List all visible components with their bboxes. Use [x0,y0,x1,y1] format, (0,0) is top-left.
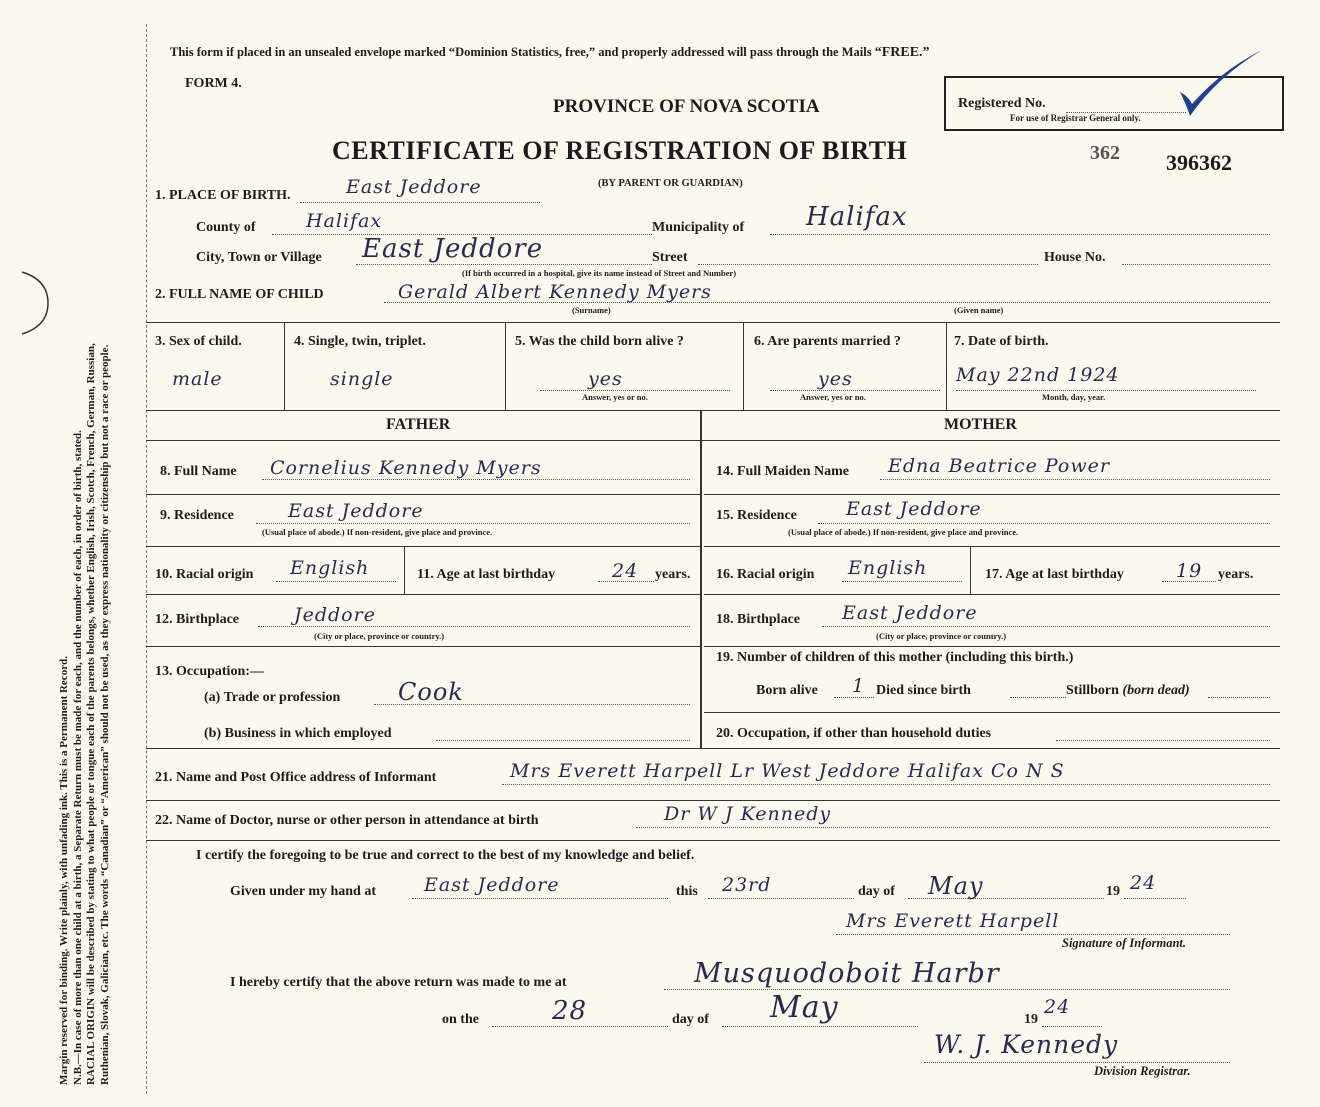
mother-racial-label: 16. Racial origin [716,567,815,582]
rule-father-residence [146,546,700,547]
page-title: CERTIFICATE OF REGISTRATION OF BIRTH [332,136,908,165]
informant-signature: Mrs Everett Harpell [846,910,1060,932]
municipality-label: Municipality of [652,220,745,235]
received-day-of-label: day of [672,1012,709,1027]
city-line [356,264,652,265]
trade-value: Cook [398,678,464,706]
mother-birthplace-line [822,626,1270,627]
rule-mother-residence [704,546,1280,547]
father-racial-label: 10. Racial origin [155,567,254,582]
mother-residence-value: East Jeddore [846,498,982,520]
margin-line-2: N.B.—In case of more than one child at a birth, a Separate Return must be made for each, and the number of each, in order of birth, stated. [71,430,84,1085]
street-line [698,264,1038,265]
certify-statement: I certify the foregoing to be true and correct to the best of my knowledge and belief. [196,848,695,863]
given-under-label: Given under my hand at [230,884,376,899]
rule-father-birthplace [146,646,700,647]
rule-children-count [704,712,1280,713]
house-line [1122,264,1270,265]
informant-label: 21. Name and Post Office address of Informant [155,770,437,785]
received-year-prefix: 19 [1024,1012,1038,1027]
received-at-value: Musquodoboit Harbr [694,958,1000,989]
father-birthplace-label: 12. Birthplace [155,612,239,627]
father-mother-divider [700,410,705,748]
received-day-line [492,1026,668,1027]
received-at-line [664,989,1230,990]
born-alive-value: yes [588,368,623,390]
place-of-birth-label: 1. PLACE OF BIRTH. [155,188,291,203]
checkmark-icon [1176,48,1266,120]
father-age-value: 24 [612,560,639,582]
received-year-line [1042,1026,1102,1027]
registration-stamp-number: 396362 [1166,150,1232,175]
mail-note [170,45,930,61]
given-day-value: 23rd [722,874,772,896]
margin-line-4: Ruthenian, Slovak, Galician, etc. The words “Canadian” or “American” should not be used, as they express nationality or citizenship but not a race or people. [98,344,111,1085]
mother-usual-abode-note [788,527,1018,537]
mother-header: MOTHER [944,416,1017,433]
mother-age-value: 19 [1176,560,1203,582]
margin-instructions [58,45,112,1085]
mother-occupation-line [1056,740,1270,741]
rule-father-name [146,494,700,495]
divider-10-11 [404,546,405,594]
mother-occupation-label: 20. Occupation, if other than household duties [716,726,992,741]
mother-name-line [880,479,1270,480]
plurality-label: 4. Single, twin, triplet. [294,334,426,349]
father-years-label: years. [655,567,691,582]
divider-4-5 [505,322,506,410]
business-line [436,740,690,741]
by-parent-note: (BY PARENT OR GUARDIAN) [598,178,743,189]
parents-married-line [770,390,940,391]
born-alive-line [540,390,730,391]
mother-city-place-note: (City or place, province or country.) [876,631,1007,641]
father-name-line [262,479,690,480]
city-label: City, Town or Village [196,250,322,265]
form-number: FORM 4. [185,76,242,91]
stillborn-line [1208,697,1270,698]
mail-note-free: “FREE.” [874,45,930,60]
margin-rule [146,24,147,1094]
born-alive-answer-note: Answer, yes or no. [582,392,648,402]
mother-birthplace-value: East Jeddore [842,602,978,624]
doctor-value: Dr W J Kennedy [664,803,832,825]
mother-residence-label: 15. Residence [716,508,797,523]
month-day-year-note: Month, day, year. [1042,392,1106,402]
house-label: House No. [1044,250,1106,265]
surname-note: (Surname) [572,305,611,315]
died-since-label: Died since birth [876,683,971,698]
father-residence-label: 9. Residence [160,508,234,523]
child-name-value: Gerald Albert Kennedy Myers [398,281,712,303]
father-residence-value: East Jeddore [288,500,424,522]
father-header: FATHER [386,416,451,433]
day-of-label: day of [858,884,895,899]
margin-line-3: RACIAL ORIGIN will be described by stating to what people or tongue each of the parents belongs, whether English, Irish, Scotch, French, German, Russian, [85,343,97,1085]
father-racial-line [276,581,396,582]
father-usual-abode-text: (Usual place of abode.) [262,527,345,537]
on-the-label: on the [442,1012,479,1027]
rule-mother-birthplace [704,646,1280,647]
parents-married-label: 6. Are parents married ? [754,334,901,349]
divider-5-6 [743,322,744,410]
father-non-resident-text: If non-resident, give place and province. [346,527,493,537]
date-of-birth-value: May 22nd 1924 [956,364,1120,386]
father-name-label: 8. Full Name [160,464,237,479]
father-birthplace-line [258,626,690,627]
given-day-line [708,898,854,899]
informant-value: Mrs Everett Harpell Lr West Jeddore Halifax Co N S [510,760,1065,782]
mother-years-label: years. [1218,567,1254,582]
date-of-birth-line [956,390,1256,391]
given-at-line [412,898,668,899]
business-label: (b) Business in which employed [204,726,392,741]
born-alive-count-value: 1 [852,675,866,697]
sex-label: 3. Sex of child. [155,334,242,349]
given-at-value: East Jeddore [424,874,560,896]
received-month-line [722,1026,918,1027]
rule-doctor [146,840,1280,841]
street-label: Street [652,250,688,265]
rule-parent-headers [146,440,1280,441]
province-title: PROVINCE OF NOVA SCOTIA [553,96,820,117]
received-month-value: May [770,990,839,1025]
registered-label: Registered No. [958,96,1046,111]
mother-residence-line [818,523,1270,524]
given-year-value: 24 [1130,872,1157,894]
registrar-use-note: For use of Registrar General only. [1010,113,1141,123]
occupation-label: 13. Occupation:— [155,664,264,679]
stillborn-text: Stillborn [1066,683,1119,698]
rule-mother-racial [704,594,1280,595]
received-day-value: 28 [552,996,588,1026]
rule-mother-name [704,494,1280,495]
received-year-value: 24 [1044,996,1071,1018]
mother-racial-value: English [848,557,928,579]
mother-age-label: 17. Age at last birthday [985,567,1124,582]
given-year-prefix: 19 [1106,884,1120,899]
given-name-note: (Given name) [954,305,1004,315]
county-label: County of [196,220,256,235]
given-month-value: May [928,872,984,900]
divider-3-4 [284,322,285,410]
born-alive-count-line [834,697,874,698]
stamp-small-number: 362 [1090,142,1120,164]
signature-informant-caption: Signature of Informant. [1062,936,1186,950]
hereby-certify-label: I hereby certify that the above return was made to me at [230,975,567,990]
given-year-line [1124,898,1186,899]
father-name-value: Cornelius Kennedy Myers [270,457,542,479]
informant-signature-line [836,934,1230,935]
date-of-birth-label: 7. Date of birth. [954,334,1049,349]
divider-6-7 [946,322,947,410]
father-residence-line [256,523,690,524]
rule-row-3-7 [146,410,1280,411]
doctor-line [636,827,1270,828]
registrar-signature-line [924,1062,1230,1063]
father-age-label: 11. Age at last birthday [417,567,556,582]
mother-racial-line [842,581,962,582]
father-racial-value: English [290,557,370,579]
stillborn-label [1066,683,1190,699]
rule-father-racial [146,594,700,595]
children-count-label: 19. Number of children of this mother (including this birth.) [716,650,1074,665]
mother-name-label: 14. Full Maiden Name [716,464,849,479]
margin-line-1: Margin reserved for binding. Write plainly, with unfading ink. This is a Permanent Record. [58,656,70,1085]
divider-16-17 [970,546,971,594]
mail-note-text: This form if placed in an unsealed envelope marked “Dominion Statistics, free,” and properly addressed will pass through the Mails [170,45,872,59]
binding-hole-mark [14,268,54,338]
mother-name-value: Edna Beatrice Power [888,455,1110,477]
mother-usual-abode-text: (Usual place of abode.) [788,527,871,537]
rule-top-grid [146,322,1280,323]
municipality-line [770,234,1270,235]
mother-birthplace-label: 18. Birthplace [716,612,800,627]
division-registrar-caption: Division Registrar. [1094,1064,1191,1078]
parents-married-answer-note: Answer, yes or no. [800,392,866,402]
hospital-note: (If birth occurred in a hospital, give its name instead of Street and Number) [462,268,737,278]
registrar-signature: W. J. Kennedy [934,1030,1119,1059]
born-alive-count-label: Born alive [756,683,818,698]
rule-parents-bottom [146,748,1280,749]
father-city-place-note: (City or place, province or country.) [314,631,445,641]
municipality-value: Halifax [806,202,908,232]
city-value: East Jeddore [362,234,544,264]
informant-line [502,784,1270,785]
trade-label: (a) Trade or profession [204,690,341,705]
father-birthplace-value: Jeddore [294,604,376,626]
child-name-label: 2. FULL NAME OF CHILD [155,287,324,302]
doctor-label: 22. Name of Doctor, nurse or other person in attendance at birth [155,813,539,828]
sex-value: male [172,368,223,390]
county-value: Halifax [306,210,383,232]
this-label: this [676,884,698,899]
parents-married-value: yes [818,368,853,390]
rule-informant [146,800,1280,801]
plurality-value: single [330,368,394,390]
mother-non-resident-text: If non-resident, give place and province. [872,527,1019,537]
place-of-birth-value: East Jeddore [346,176,482,198]
father-usual-abode-note [262,527,492,537]
died-since-line [1010,697,1066,698]
born-dead-text: (born dead) [1122,683,1190,698]
born-alive-label: 5. Was the child born alive ? [515,334,684,349]
place-of-birth-line [300,202,540,203]
